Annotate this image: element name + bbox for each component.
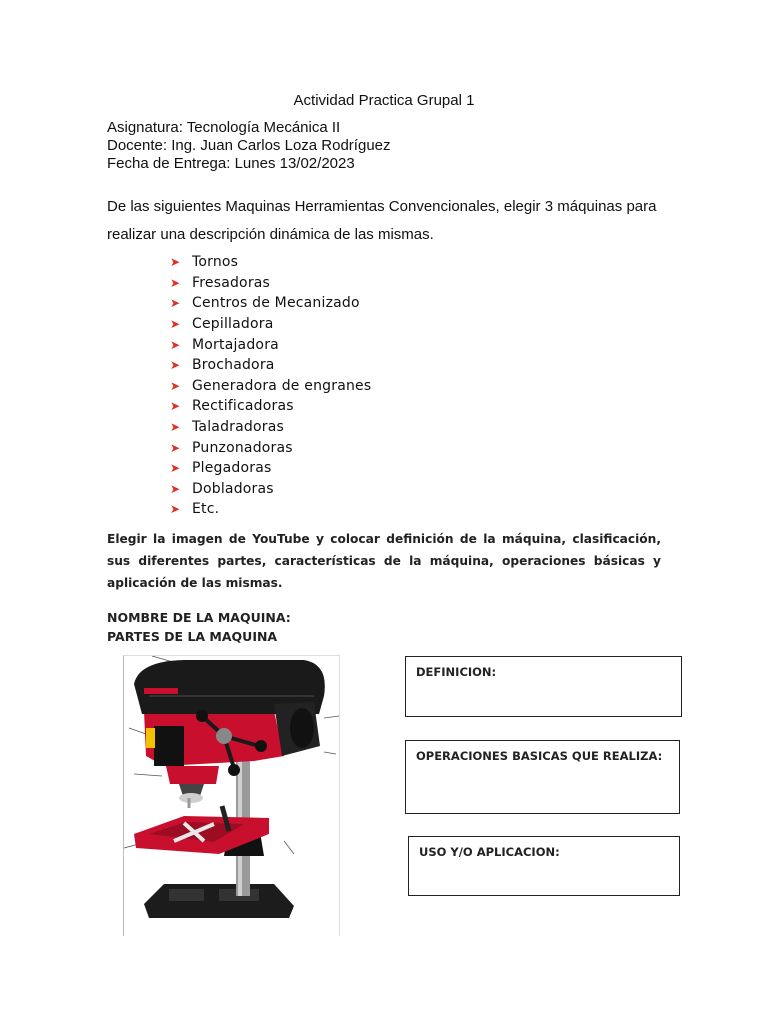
list-item: ➤ Brochadora (170, 357, 275, 374)
list-item: ➤ Fresadoras (170, 274, 271, 291)
list-item: ➤ Dobladoras (170, 480, 274, 497)
red-arrow-bullet-icon: ➤ (170, 420, 181, 435)
operations-box[interactable] (405, 740, 680, 814)
red-arrow-bullet-icon: ➤ (170, 275, 181, 290)
red-arrow-bullet-icon: ➤ (170, 337, 181, 352)
intro-paragraph: De las siguientes Maquinas Herramientas Convencionales, elegir 3 máquinas para realizar una descripción dinámica de las mismas. (107, 198, 657, 243)
list-item: ➤ Tornos (170, 254, 239, 271)
red-arrow-bullet-icon: ➤ (170, 358, 181, 373)
machine-name-heading: NOMBRE DE LA MAQUINA: (107, 610, 291, 625)
instructions-paragraph: Elegir la imagen de YouTube y colocar definición de la máquina, clasificación, sus diferentes partes, características de la máquina, operaciones básicas y aplicación de las mismas. (107, 532, 661, 590)
list-item: ➤ Mortajadora (170, 336, 279, 353)
list-item: ➤ Rectificadoras (170, 398, 294, 415)
list-item: ➤ Taladradoras (170, 419, 284, 436)
red-arrow-bullet-icon: ➤ (170, 296, 181, 311)
list-item: ➤ Generadora de engranes (170, 377, 372, 394)
machine-list (170, 252, 371, 520)
list-item: ➤ Punzonadoras (170, 439, 293, 456)
red-arrow-bullet-icon: ➤ (170, 502, 181, 517)
list-item: ➤ Plegadoras (170, 460, 272, 477)
usage-box[interactable] (408, 836, 680, 896)
drill-press-drawing (124, 656, 339, 936)
operations-label: OPERACIONES BASICAS QUE REALIZA: (416, 749, 663, 763)
list-item: ➤ Etc. (170, 501, 220, 518)
red-arrow-bullet-icon: ➤ (170, 399, 181, 414)
list-item: ➤ Cepilladora (170, 316, 274, 333)
due-date-line: Fecha de Entrega: Lunes 13/02/2023 (107, 155, 355, 172)
red-arrow-bullet-icon: ➤ (170, 317, 181, 332)
red-arrow-bullet-icon: ➤ (170, 255, 181, 270)
machine-parts-heading: PARTES DE LA MAQUINA (107, 629, 278, 644)
red-arrow-bullet-icon: ➤ (170, 378, 181, 393)
subject-line: Asignatura: Tecnología Mecánica II (107, 119, 341, 136)
definition-box[interactable] (405, 656, 682, 717)
usage-label: USO Y/O APLICACION: (419, 845, 560, 859)
list-item: ➤ Centros de Mecanizado (170, 295, 360, 312)
teacher-line: Docente: Ing. Juan Carlos Loza Rodríguez (107, 137, 391, 154)
document-title: Actividad Practica Grupal 1 (293, 92, 475, 109)
red-arrow-bullet-icon: ➤ (170, 440, 181, 455)
definition-label: DEFINICION: (416, 665, 497, 679)
red-arrow-bullet-icon: ➤ (170, 481, 181, 496)
drill-press-image (123, 655, 340, 936)
red-arrow-bullet-icon: ➤ (170, 461, 181, 476)
